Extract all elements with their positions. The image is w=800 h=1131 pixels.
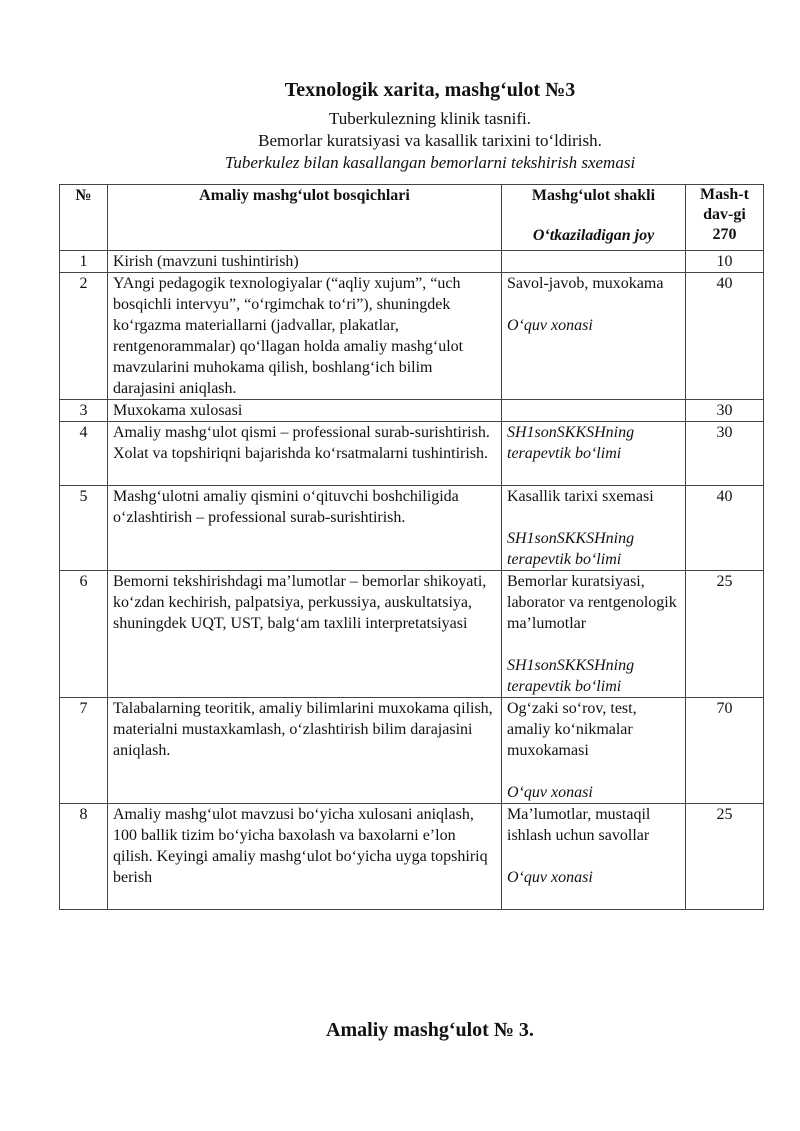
subtitle-line-3: Tuberkulez bilan kasallangan bemorlarni tekshirish sxemasi [224,153,636,172]
row-form [502,422,686,486]
col-header-form: Mashg‘ulot shakli [531,187,656,204]
row-form [502,804,686,910]
col-header-duration-line-2: dav-gi [703,206,746,223]
row-stage: Talabalarning teoritik, amaliy bilimlarini muxokama qilish, materialni mustaxkamlash, o‘zlashtirish bilim darajasini aniqlash. [108,698,502,804]
row-duration: 25 [686,571,764,698]
row-form-text: Savol-javob, muxokama [507,275,664,292]
row-duration: 30 [686,400,764,422]
row-number: 5 [60,486,108,571]
col-header-duration-total: 270 [712,226,737,243]
row-form [502,251,686,273]
row-number: 3 [60,400,108,422]
subtitle-line-1: Tuberkulezning klinik tasnifi. [329,109,531,128]
row-stage: Mashg‘ulotni amaliy qismini o‘qituvchi boshchiligida o‘zlashtirish – professional surab-surishtirish. [108,486,502,571]
row-place: SH1sonSKKSHning terapevtik bo‘limi [507,424,635,462]
row-stage: Kirish (mavzuni tushintirish) [108,251,502,273]
subtitle-line-2: Bemorlar kuratsiyasi va kasallik tarixini to‘ldirish. [258,131,602,150]
table-row [60,804,764,910]
col-header-stages: Amaliy mashg‘ulot bosqichlari [108,185,502,251]
table-row [60,251,764,273]
row-number: 2 [60,273,108,400]
row-number: 4 [60,422,108,486]
row-number: 1 [60,251,108,273]
row-form-text: Ma’lumotlar, mustaqil ishlash uchun savollar [507,806,651,844]
row-form-text: Bemorlar kuratsiyasi, laborator va rentgenologik ma’lumotlar [507,573,677,632]
tech-map-table [59,184,764,910]
row-form [502,486,686,571]
row-form [502,571,686,698]
row-stage [108,422,502,486]
row-number: 6 [60,571,108,698]
row-duration: 30 [686,422,764,486]
row-place: O‘quv xonasi [507,317,593,334]
row-place: O‘quv xonasi [507,784,593,801]
page-title: Texnologik xarita, mashg‘ulot №3 [284,79,576,101]
row-form [502,273,686,400]
table-row [60,486,764,571]
footer-title: Amaliy mashg‘ulot № 3. [326,1019,534,1041]
row-form-text: Kasallik tarixi sxemasi [507,488,654,505]
table-row [60,422,764,486]
row-duration: 25 [686,804,764,910]
col-header-duration-line-1: Mash-t [700,186,749,203]
row-duration: 10 [686,251,764,273]
row-duration: 40 [686,486,764,571]
col-header-duration [686,185,764,251]
row-form-text: Og‘zaki so‘rov, test, amaliy ko‘nikmalar muxokamasi [507,700,637,759]
row-number: 8 [60,804,108,910]
table-row [60,698,764,804]
row-stage: YAngi pedagogik texnologiyalar (“aqliy xujum”, “uch bosqichli intervyu”, “o‘rgimchak to‘ri”), shuningdek ko‘rgazma materiallarni (jadvallar, plakatlar, rentgenorammalar) qo‘llagan holda amaliy mashg‘ulot mavzularini muhokama qilish, boshlang‘ich bilim darajasini aniqlash. [108,273,502,400]
row-stage-text: Amaliy mashg‘ulot qismi – professional surab-surishtirish. Xolat va topshiriqni bajarishda ko‘rsatmalarni tushintirish. [113,424,490,462]
row-place: SH1sonSKKSHning terapevtik bo‘limi [507,530,635,568]
row-stage: Bemorni tekshirishdagi ma’lumotlar – bemorlar shikoyati, ko‘zdan kechirish, palpatsiya, perkussiya, auskultatsiya, shuningdek UQT, UST, balg‘am taxlili interpretatsiyasi [108,571,502,698]
table-row [60,571,764,698]
row-number: 7 [60,698,108,804]
row-stage: Amaliy mashg‘ulot mavzusi bo‘yicha xulosani aniqlash, 100 ballik tizim bo‘yicha baxolash va baxolarni e’lon qilish. Keyingi amaliy mashg‘ulot bo‘yicha uyga topshiriq berish [108,804,502,910]
subtitle-block [0,108,800,174]
row-stage: Muxokama xulosasi [108,400,502,422]
row-duration: 70 [686,698,764,804]
row-place: O‘quv xonasi [507,869,593,886]
row-form [502,698,686,804]
table-row [60,273,764,400]
row-place: SH1sonSKKSHning terapevtik bo‘limi [507,657,635,695]
col-header-place: O‘tkaziladigan joy [532,227,655,244]
row-form [502,400,686,422]
col-header-number: № [60,185,108,251]
table-header-row [60,185,764,251]
row-duration: 40 [686,273,764,400]
col-header-form-place [502,185,686,251]
table-row [60,400,764,422]
